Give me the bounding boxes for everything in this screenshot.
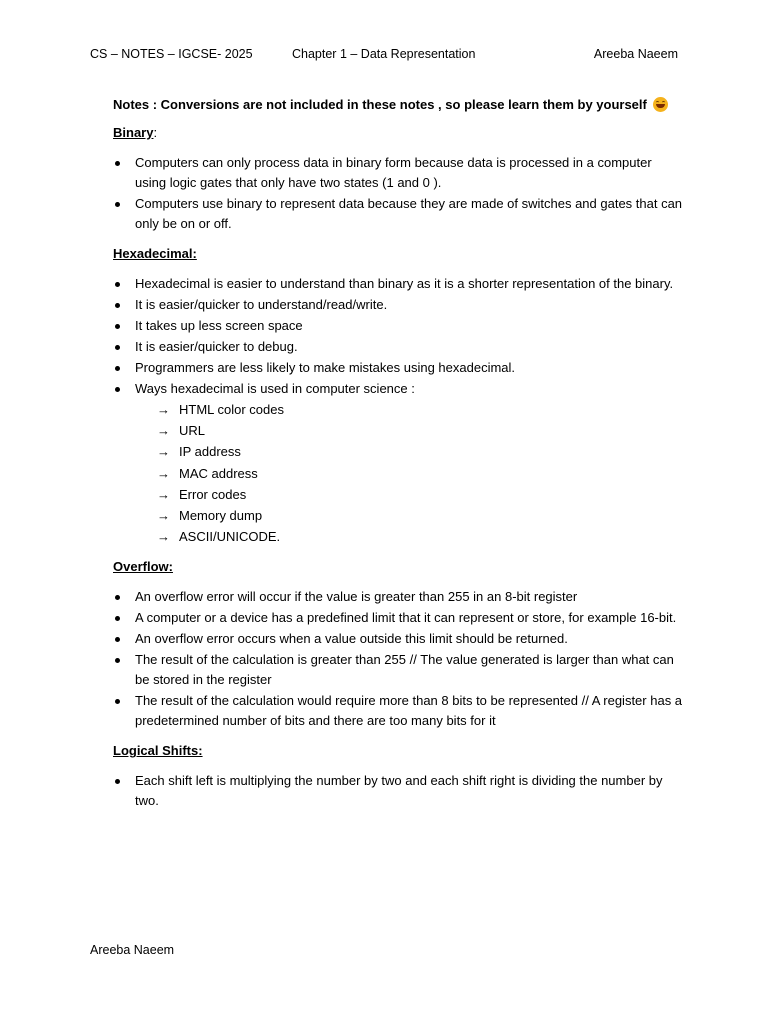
arrow-right-icon: → [157, 507, 170, 523]
hex-use-text: IP address [179, 444, 241, 460]
list-item: Hexadecimal is easier to understand than binary as it is a shorter representation of the binary. [113, 274, 685, 294]
hex-use-item [157, 464, 685, 484]
hex-use-item [157, 421, 685, 441]
arrow-right-icon: → [157, 529, 170, 545]
document-body [113, 95, 685, 821]
list-item: It takes up less screen space [113, 316, 685, 336]
list-item: A computer or a device has a predefined limit that it can represent or store, for example 16-bit. [113, 608, 685, 628]
list-item: The result of the calculation would require more than 8 bits to be represented // A register has a predetermined number of bits and there are too many bits for it [113, 691, 685, 731]
arrow-right-icon: → [157, 465, 170, 481]
list-item: Each shift left is multiplying the number by two and each shift right is dividing the number by two. [113, 771, 685, 811]
hex-use-item [157, 485, 685, 505]
arrow-right-icon: → [157, 423, 170, 439]
list-item: Computers can only process data in binary form because data is processed in a computer using logic gates that only have two states (1 and 0 ). [113, 153, 685, 193]
list-item: The result of the calculation is greater than 255 // The value generated is larger than what can be stored in the register [113, 650, 685, 690]
arrow-right-icon: → [157, 444, 170, 460]
list-item-uses [113, 379, 685, 547]
hex-use-text: Memory dump [179, 507, 263, 523]
list-item: It is easier/quicker to debug. [113, 337, 685, 357]
header-course: CS – NOTES – IGCSE- 2025 [90, 47, 253, 61]
hex-use-item [157, 400, 685, 420]
heading-overflow [113, 557, 685, 577]
hexadecimal-list [113, 274, 685, 547]
overflow-list [113, 587, 685, 731]
heading-hexadecimal [113, 244, 685, 264]
smiling-face-icon [653, 97, 668, 112]
hex-use-text: URL [179, 423, 206, 439]
hex-use-text: ASCII/UNICODE. [179, 529, 281, 545]
heading-binary: Binary: [113, 125, 158, 140]
notes-text: Notes : Conversions are not included in these notes , so please learn them by yourself [113, 97, 647, 112]
hex-uses-list [135, 400, 685, 547]
hex-use-item [157, 506, 685, 526]
list-item: Programmers are less likely to make mistakes using hexadecimal. [113, 358, 685, 378]
hex-use-text: MAC address [179, 465, 258, 481]
header-chapter: Chapter 1 – Data Representation [292, 47, 476, 61]
hex-use-text: Error codes [179, 486, 247, 502]
hex-use-item [157, 442, 685, 462]
heading-logical-shifts-text: Logical Shifts: [113, 743, 203, 759]
list-item: It is easier/quicker to understand/read/write. [113, 295, 685, 315]
page-footer: Areeba Naeem [90, 943, 175, 957]
list-item: Computers use binary to represent data because they are made of switches and gates that can only be on or off. [113, 194, 685, 234]
binary-list [113, 153, 685, 234]
heading-logical-shifts [113, 741, 685, 761]
logical-shifts-list [113, 771, 685, 811]
notes-line [113, 95, 685, 115]
hex-use-item [157, 527, 685, 547]
list-item-text: Ways hexadecimal is used in computer science : [135, 381, 415, 396]
heading-overflow-text: Overflow: [113, 559, 173, 575]
arrow-right-icon: → [157, 402, 170, 417]
heading-hexadecimal-text: Hexadecimal: [113, 246, 197, 261]
list-item: An overflow error occurs when a value outside this limit should be returned. [113, 629, 685, 649]
header-author: Areeba Naeem [593, 47, 678, 61]
hex-use-text: HTML color codes [179, 402, 284, 417]
arrow-right-icon: → [157, 486, 170, 502]
page-header [90, 47, 680, 65]
heading-binary-text: Binary [113, 125, 154, 140]
list-item: An overflow error will occur if the value is greater than 255 in an 8-bit register [113, 587, 685, 607]
